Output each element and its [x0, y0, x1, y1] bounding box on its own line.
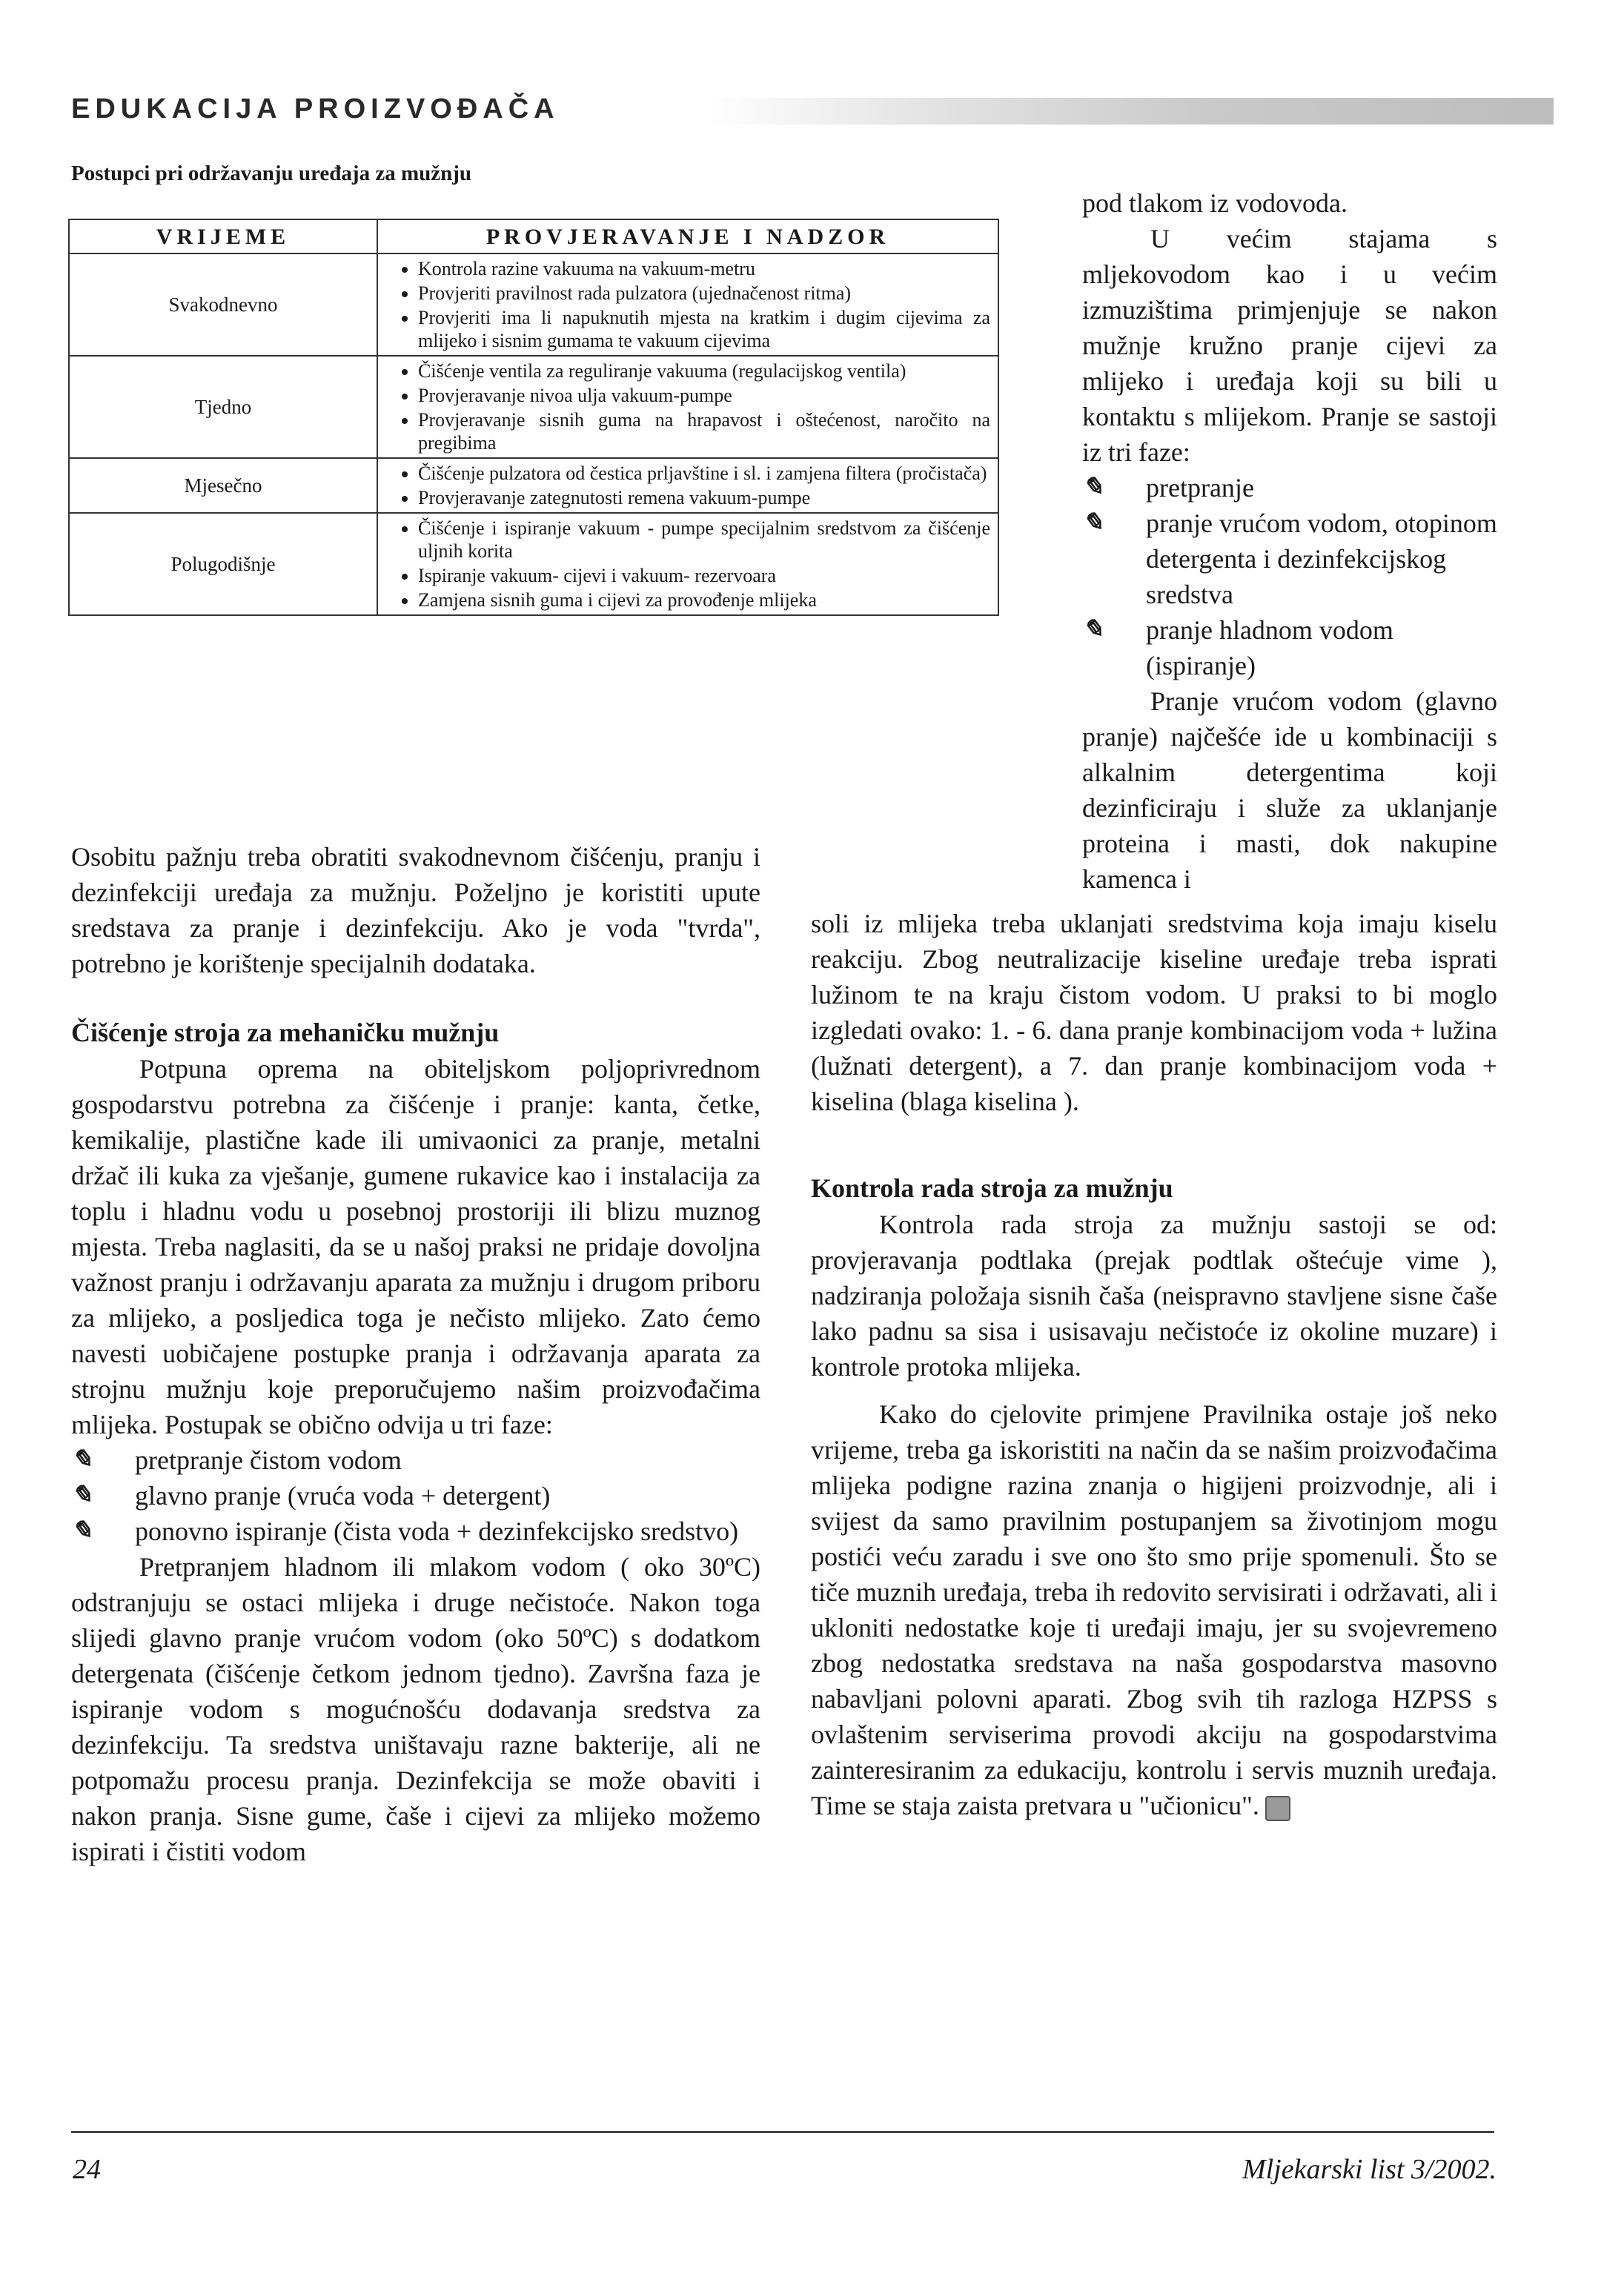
task-item: • Provjeravanje zategnutosti remena vakuum-pumpe [418, 486, 990, 509]
end-of-article-icon [1265, 1796, 1290, 1821]
task-item: • Provjeriti ima li napuknutih mjesta na kratkim i dugim cijevima za mlijeko i sisnim gumama te vakuum cijevima [418, 306, 990, 352]
list-item: ✎ pranje hladnom vodom (ispiranje) [1082, 612, 1497, 683]
task-item: • Ispiranje vakuum- cijevi i vakuum- rezervoara [418, 564, 990, 587]
section-title: EDUKACIJA PROIZVOĐAČA [71, 93, 560, 125]
table-row [69, 253, 998, 356]
list-item: ✎ pranje vrućom vodom, otopinom detergenta i dezinfekcijskog sredstva [1082, 505, 1497, 612]
paragraph: Kontrola rada stroja za mužnju sastoji se od: provjeravanja podtlaka (prejak podtlak oštećuje vime ), nadziranja položaja sisnih čaša (neispravno stavljene sisne čaše lako padnu sa sisa i usisavaju nečistoće iz okoline muzare) i kontrole protoka mlijeka. [811, 1210, 1497, 1382]
list-item: ✎ pretpranje [1082, 470, 1497, 505]
paragraph: Kako do cjelovite primjene Pravilnika ostaje još neko vrijeme, treba ga iskoristiti na način da se našim proizvođačima mlijeka podigne razina znanja o higijeni proizvodnje, ali i svijest da samo pravilnim postupanjem sa životinjom mogu postići veću zaradu i sve ono što smo prije spomenuli. Što se tiče muznih uređaja, treba ih redovito servisirati i održavati, ali i ukloniti nedostatke koje ti uređaji imaju, jer su svojevremeno zbog nedostatka sredstava na naša gospodarstva masovno nabavljani polovni aparati. Zbog svih tih razloga HZPSS s ovlaštenim serviserima provodi akciju na gospodarstvima zainteresiranim za edukaciju, kontrolu i servis muznih uređaja. Time se staja zaista pretvara u "učionicu". [811, 1399, 1497, 1820]
paragraph: pod tlakom iz vodovoda. [1082, 188, 1348, 218]
period-cell: Polugodišnje [69, 513, 377, 615]
paragraph: U većim stajama s mljekovodom kao i u većim izmuzištima primjenjuje se nakon mužnje kružno pranje cijevi za mlijeko i uređaja koji su bili u kontaktu s mlijekom. Pranje se sastoji iz tri faze: [1082, 224, 1497, 467]
task-item: • Čišćenje pulzatora od čestica prljavštine i sl. i zamjena filtera (pročistača) [418, 462, 990, 485]
col-header-period: VRIJEME [69, 219, 377, 253]
table-row [69, 356, 998, 458]
list-item: ✎ pretpranje čistom vodom [71, 1442, 760, 1478]
task-item: • Čišćenje ventila za reguliranje vakuuma (regulacijskog ventila) [418, 359, 990, 382]
paragraph: Potpuna oprema na obiteljskom poljoprivrednom gospodarstvu potrebna za čišćenje i pranje: kanta, četke, kemikalije, plastične kade ili umivaonici za pranje, metalni držač ili kuka za vješanje, gumene rukavice kao i instalacija za toplu i hladnu vodu u posebnoj prostoriji ili blizu muznog mjesta. Treba naglasiti, da se u našoj praksi ne pridaje dovoljna važnost pranju i održavanju aparata za mužnju i drugom priboru za mlijeko, a posljedica toga je nečisto mlijeko. Zato ćemo navesti uobičajene postupke pranja i održavanja aparata za strojnu mužnju koje preporučujemo našim proizvođačima mlijeka. Postupak se obično odvija u tri faze: [71, 1054, 760, 1439]
task-item: • Provjeriti pravilnost rada pulzatora (ujednačenost ritma) [418, 282, 990, 305]
table-header-row [69, 219, 998, 253]
right-column [811, 906, 1497, 1823]
period-cell: Svakodnevno [69, 253, 377, 356]
pencil-icon: ✎ [71, 1482, 93, 1509]
pencil-icon: ✎ [71, 1517, 93, 1545]
task-item: • Zamjena sisnih guma i cijevi za provođenje mlijeka [418, 589, 990, 611]
paragraph: Osobitu pažnju treba obratiti svakodnevnom čišćenju, pranju i dezinfekciji uređaja za mužnju. Poželjno je koristiti upute sredstava za pranje i dezinfekciju. Ako je voda "tvrda", potrebno je korištenje specijalnih dodataka. [71, 842, 760, 978]
table-title: Postupci pri održavanju uređaja za mužnju [71, 162, 472, 185]
task-item: • Provjeravanje nivoa ulja vakuum-pumpe [418, 384, 990, 407]
pencil-icon: ✎ [1082, 616, 1104, 643]
paragraph: Pretpranjem hladnom ili mlakom vodom ( oko 30ºC) odstranjuju se ostaci mlijeka i druge nečistoće. Nakon toga slijedi glavno pranje vrućom vodom (oko 50ºC) s dodatkom detergenata (čišćenje četkom jednom tjedno). Završna faza je ispiranje vodom s mogućnošću dodavanja sredstva za dezinfekciju. Ta sredstva uništavaju razne bakterije, ali ne potpomažu procesu pranja. Dezinfekcija se može obaviti i nakon pranja. Sisne gume, čaše i cijevi za mlijeko možemo ispirati i čistiti vodom [71, 1552, 760, 1866]
pencil-icon: ✎ [1082, 474, 1104, 501]
right-column-top [1082, 185, 1497, 897]
paragraph: soli iz mlijeka treba uklanjati sredstvima koja imaju kiselu reakciju. Zbog neutralizacije kiseline uređaje treba isprati lužinom te na kraju čistom vodom. U praksi to bi moglo izgledati ovako: 1. - 6. dana pranje kombinacijom voda + lužina (lužnati detergent), a 7. dan pranje kombinacijom voda + kiselina (blaga kiselina ). [811, 909, 1497, 1116]
task-item: • Provjeravanje sisnih guma na hrapavost i oštećenost, naročito na pregibima [418, 408, 990, 454]
list-item: ✎ glavno pranje (vruća voda + detergent) [71, 1478, 760, 1514]
task-item: • Čišćenje i ispiranje vakuum - pumpe specijalnim sredstvom za čišćenje uljnih korita [418, 517, 990, 563]
journal-name: Mljekarski list 3/2002. [1242, 2154, 1497, 2185]
col-header-tasks: PROVJERAVANJE I NADZOR [377, 219, 998, 253]
tasks-cell [377, 356, 998, 458]
table-row [69, 513, 998, 615]
pencil-icon: ✎ [1082, 509, 1104, 537]
section-heading: Čišćenje stroja za mehaničku mužnju [71, 1018, 500, 1047]
tasks-cell [377, 513, 998, 615]
section-heading: Kontrola rada stroja za mužnju [811, 1173, 1173, 1203]
period-cell: Mjesečno [69, 458, 377, 513]
page-number: 24 [73, 2154, 101, 2185]
list-item: ✎ ponovno ispiranje (čista voda + dezinfekcijsko sredstvo) [71, 1514, 760, 1549]
maintenance-table [68, 219, 999, 616]
pencil-icon: ✎ [71, 1446, 93, 1473]
header-gradient-bar [709, 98, 1554, 125]
page-header [71, 87, 1509, 135]
left-column [71, 839, 760, 1869]
table-row [69, 458, 998, 513]
tasks-cell [377, 253, 998, 356]
paragraph: Pranje vrućom vodom (glavno pranje) najčešće ide u kombinaciji s alkalnim detergentima koji dezinficiraju i služe za uklanjanje proteina i masti, dok nakupine kamenca i [1082, 686, 1497, 894]
tasks-cell [377, 458, 998, 513]
period-cell: Tjedno [69, 356, 377, 458]
task-item: • Kontrola razine vakuuma na vakuum-metru [418, 257, 990, 280]
footer-rule [71, 2131, 1494, 2133]
